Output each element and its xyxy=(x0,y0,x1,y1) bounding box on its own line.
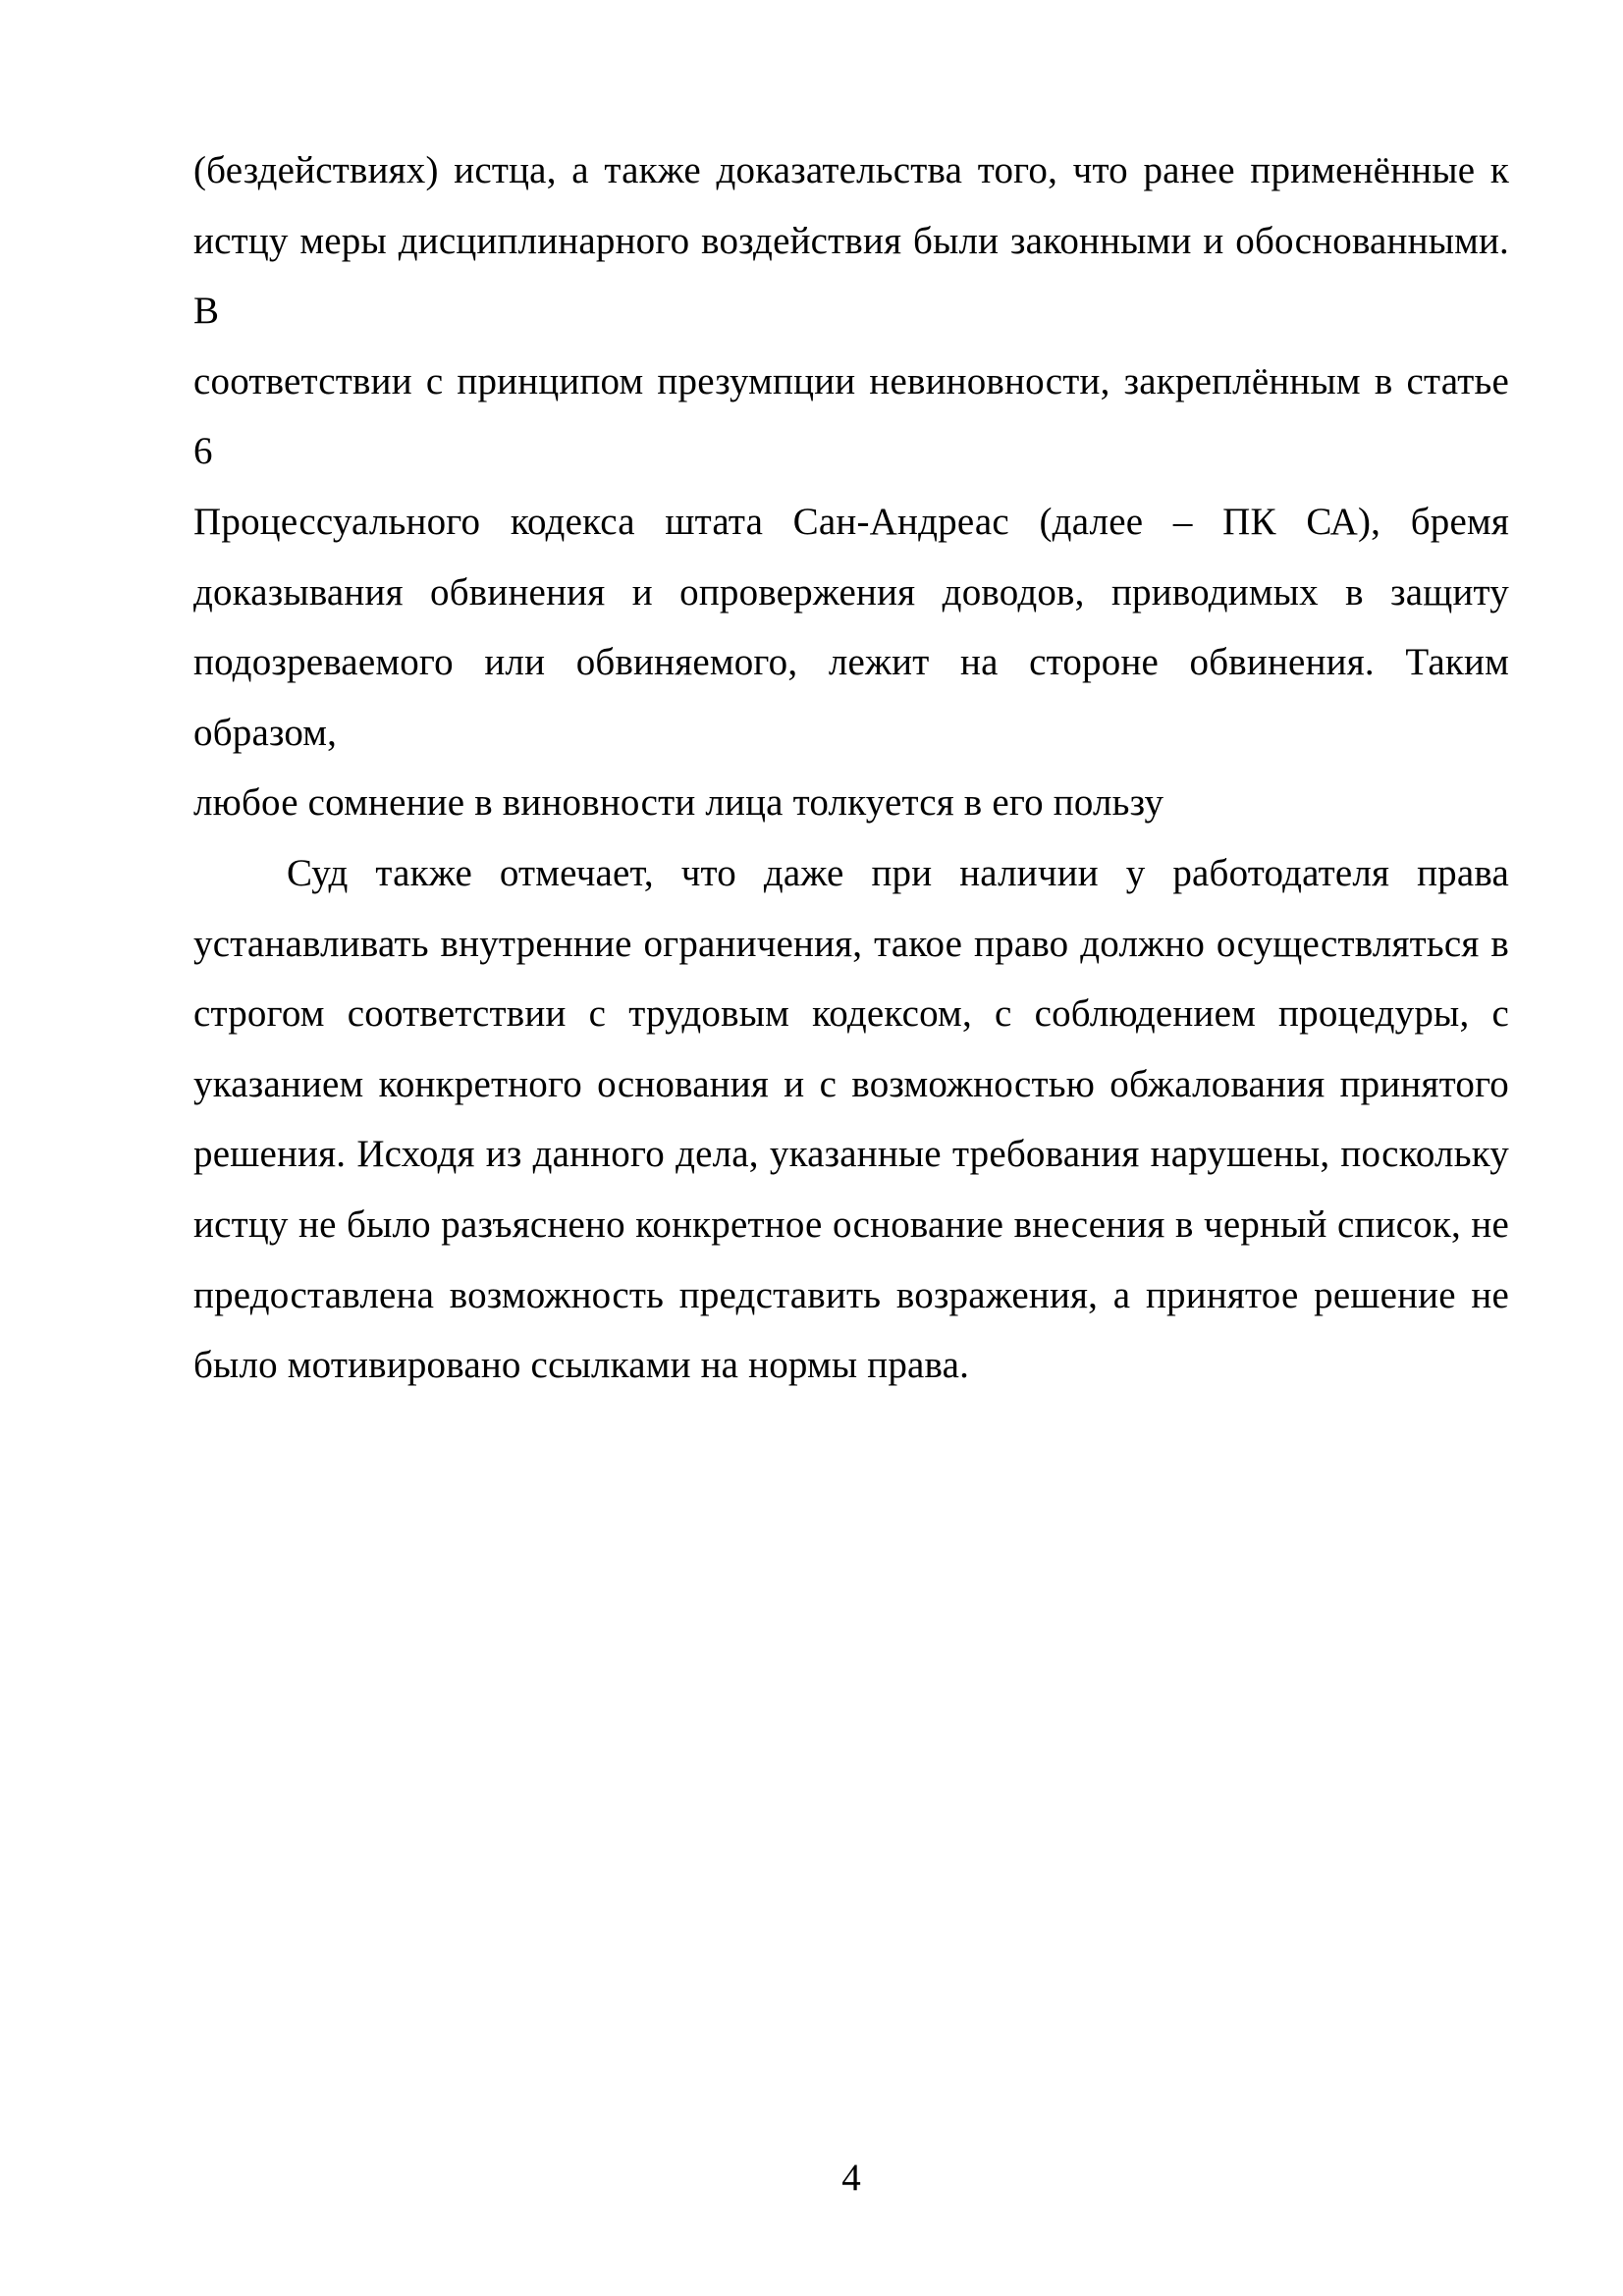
text-line: соответствии с принципом презумпции невиновности, закреплённым в статье 6 xyxy=(193,359,1509,473)
page-number: 4 xyxy=(841,2157,861,2199)
paragraph-continuation xyxy=(193,135,1509,838)
text-line: истцу не было разъяснено конкретное основание внесения в черный список, не xyxy=(193,1202,1509,1246)
text-line: Суд также отмечает, что даже при наличии у работодателя права xyxy=(287,851,1509,894)
text-line: любое сомнение в виновности лица толкуется в его пользу xyxy=(193,781,1164,825)
text-line: (бездействиях) истца, а также доказательства того, что ранее применённые к xyxy=(193,149,1509,191)
text-line: истцу меры дисциплинарного воздействия были законными и обоснованными. В xyxy=(193,219,1509,333)
paragraph-court-notes xyxy=(193,838,1509,1401)
text-line: строгом соответствии с трудовым кодексом, с соблюдением процедуры, с xyxy=(193,992,1509,1036)
text-line: устанавливать внутренние ограничения, такое право должно осуществляться в xyxy=(193,922,1509,965)
text-line: решения. Исходя из данного дела, указанные требования нарушены, поскольку xyxy=(193,1133,1509,1176)
text-line: подозреваемого или обвиняемого, лежит на стороне обвинения. Таким образом, xyxy=(193,641,1509,754)
text-line: указанием конкретного основания и с возможностью обжалования принятого xyxy=(193,1062,1509,1105)
text-line: предоставлена возможность представить возражения, а принятое решение не xyxy=(193,1273,1509,1316)
body-text xyxy=(193,135,1509,1401)
text-line: Процессуального кодекса штата Сан-Андреас (далее – ПК СА), бремя xyxy=(193,500,1509,543)
text-line: доказывания обвинения и опровержения доводов, приводимых в защиту xyxy=(193,570,1509,614)
text-line: было мотивировано ссылками на нормы права. xyxy=(193,1344,970,1387)
